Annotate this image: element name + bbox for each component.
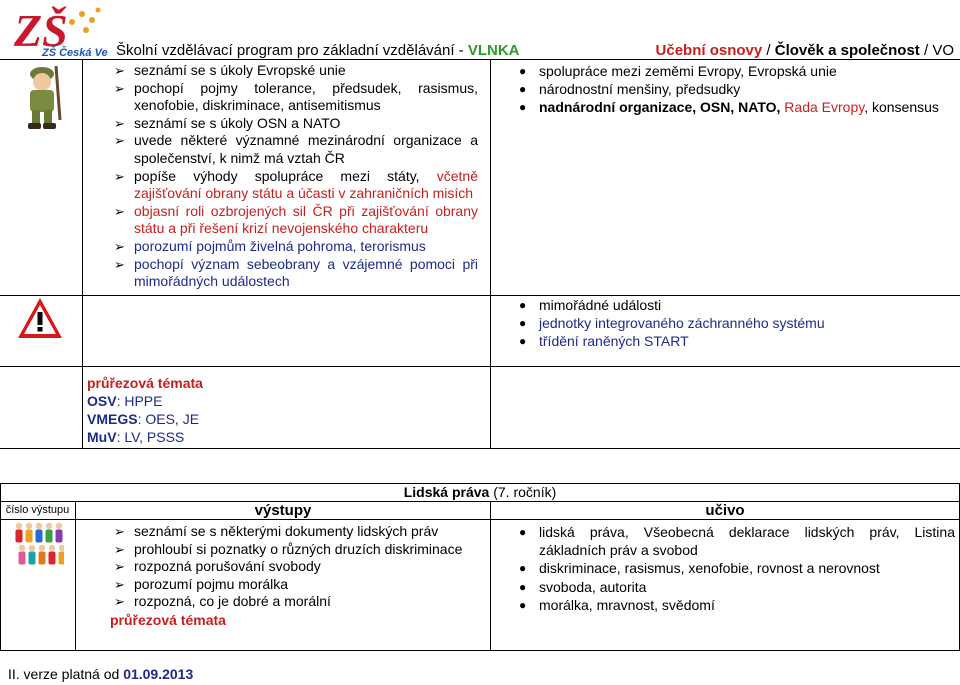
cross-topics-title: průřezová témata (110, 611, 226, 628)
table-border (0, 519, 960, 520)
list-marker-arrow-icon: ➢ (114, 576, 125, 592)
bullet-dot-icon: ● (519, 64, 527, 78)
list-marker-arrow-icon: ➢ (114, 256, 125, 272)
bullet-dot-icon: ● (519, 334, 527, 349)
list-item: ➢ pochopí význam sebeobrany a vzájemné pomoci při mimořádných událostech (114, 255, 478, 290)
list-marker-arrow-icon: ➢ (114, 133, 125, 149)
list-item: ● morálka, mravnost, svědomí (519, 596, 715, 613)
list-item: ➢ rozpozná, co je dobré a morální (114, 593, 331, 610)
outputs-list (110, 62, 478, 291)
warning-triangle-icon (16, 296, 64, 340)
list-item: ➢ seznámí se s úkoly OSN a NATO (114, 114, 341, 131)
cross-topic-muv: MuV: LV, PSSS (87, 429, 185, 445)
svg-text:ZŠ: ZŠ (14, 5, 68, 56)
list-item: ● spolupráce mezi zeměmi Evropy, Evropská unie (519, 63, 837, 79)
list-item: ● svoboda, autorita (519, 578, 647, 595)
list-marker-arrow-icon: ➢ (114, 203, 125, 219)
footer-version: II. verze platná od 01.09.2013 (8, 666, 194, 682)
table-border (490, 501, 491, 651)
header-program: Školní vzdělávací program pro základní vzdělávání - VLNKA (116, 42, 520, 59)
list-item: ● diskriminace, rasismus, xenofobie, rovnost a nerovnost (519, 560, 880, 577)
list-item: ➢ porozumí pojmu morálka (114, 575, 289, 592)
table-border (0, 59, 960, 60)
cross-topics-title: průřezová témata (87, 375, 203, 391)
table-border (0, 650, 960, 651)
list-item: ➢ uvede některé významné mezinárodní organizace a společenství, k nimž má vztah ČR (114, 132, 478, 166)
bullet-dot-icon: ● (519, 316, 527, 331)
list-marker-arrow-icon: ➢ (114, 559, 125, 575)
list-item: ➢ porozumí pojmům živelná pohroma, terorismus (114, 237, 426, 254)
bullet-dot-icon: ● (519, 579, 527, 594)
table-border (75, 501, 76, 651)
column-header-number: číslo výstupu (5, 504, 70, 516)
table-border (0, 448, 960, 449)
curriculum-list-top (513, 62, 955, 117)
bullet-dot-icon: ● (519, 597, 527, 612)
table-border (82, 59, 83, 448)
outputs-list-human-rights (110, 523, 478, 629)
list-item: ● mimořádné události (519, 297, 662, 313)
table-border (490, 59, 491, 448)
list-item: ● třídění raněných START (519, 333, 689, 350)
list-item: ● nadnárodní organizace, OSN, NATO, Rada Evropy, konsensus (519, 99, 939, 116)
list-item: ➢ pochopí pojmy tolerance, předsudek, rasismus, xenofobie, diskriminace, antisemitismus (114, 79, 478, 114)
people-group-icon (14, 522, 64, 568)
curriculum-list-bottom (513, 296, 955, 351)
cross-cutting-topics (87, 374, 203, 446)
header-subject: Učební osnovy / Člověk a společnost / VO (655, 42, 954, 59)
bullet-dot-icon: ● (519, 561, 527, 576)
list-marker-arrow-icon: ➢ (114, 80, 125, 96)
column-header-curriculum: učivo (705, 502, 745, 519)
curriculum-list-human-rights (513, 523, 955, 614)
school-logo (8, 2, 108, 60)
list-marker-arrow-icon: ➢ (114, 541, 125, 557)
column-header-outputs: výstupy (254, 502, 312, 519)
list-marker-arrow-icon: ➢ (114, 115, 125, 131)
bullet-dot-icon: ● (519, 100, 527, 115)
list-item: ➢ seznámí se s úkoly Evropské unie (114, 62, 346, 78)
list-item: ● lidská práva, Všeobecná deklarace lidských práv, Listina základních práv a svobod (519, 524, 955, 559)
list-item: ➢ prohloubí si poznatky o různých druzích diskriminace (114, 540, 463, 557)
cross-topic-osv: OSV: HPPE (87, 393, 163, 409)
list-item: ➢ seznámí se s některými dokumenty lidských práv (114, 523, 439, 539)
section-title: Lidská práva (7. ročník) (403, 484, 557, 500)
soldier-icon (16, 60, 72, 132)
list-marker-arrow-icon: ➢ (114, 594, 125, 610)
bullet-dot-icon: ● (519, 525, 527, 539)
table-border (0, 366, 960, 367)
list-item: ➢ objasní roli ozbrojených sil ČR při zajišťování obrany státu a při řešení krizí nevojenského charakteru (114, 202, 478, 237)
list-marker-arrow-icon: ➢ (114, 168, 125, 184)
cross-topic-vmegs: VMEGS: OES, JE (87, 411, 200, 427)
list-marker-arrow-icon: ➢ (114, 524, 125, 539)
list-item: ➢ rozpozná porušování svobody (114, 558, 321, 575)
bullet-dot-icon: ● (519, 82, 527, 97)
logo-caption: ZŠ Česká Ves (42, 47, 108, 59)
list-item: ● národnostní menšiny, předsudky (519, 81, 741, 98)
list-item: ● jednotky integrovaného záchranného systému (519, 315, 825, 332)
bullet-dot-icon: ● (519, 298, 527, 312)
list-item: ➢ popíše výhody spolupráce mezi státy, včetně zajišťování obrany státu a účasti v zahraničních misích (114, 167, 478, 202)
list-marker-arrow-icon: ➢ (114, 63, 125, 78)
list-marker-arrow-icon: ➢ (114, 238, 125, 254)
